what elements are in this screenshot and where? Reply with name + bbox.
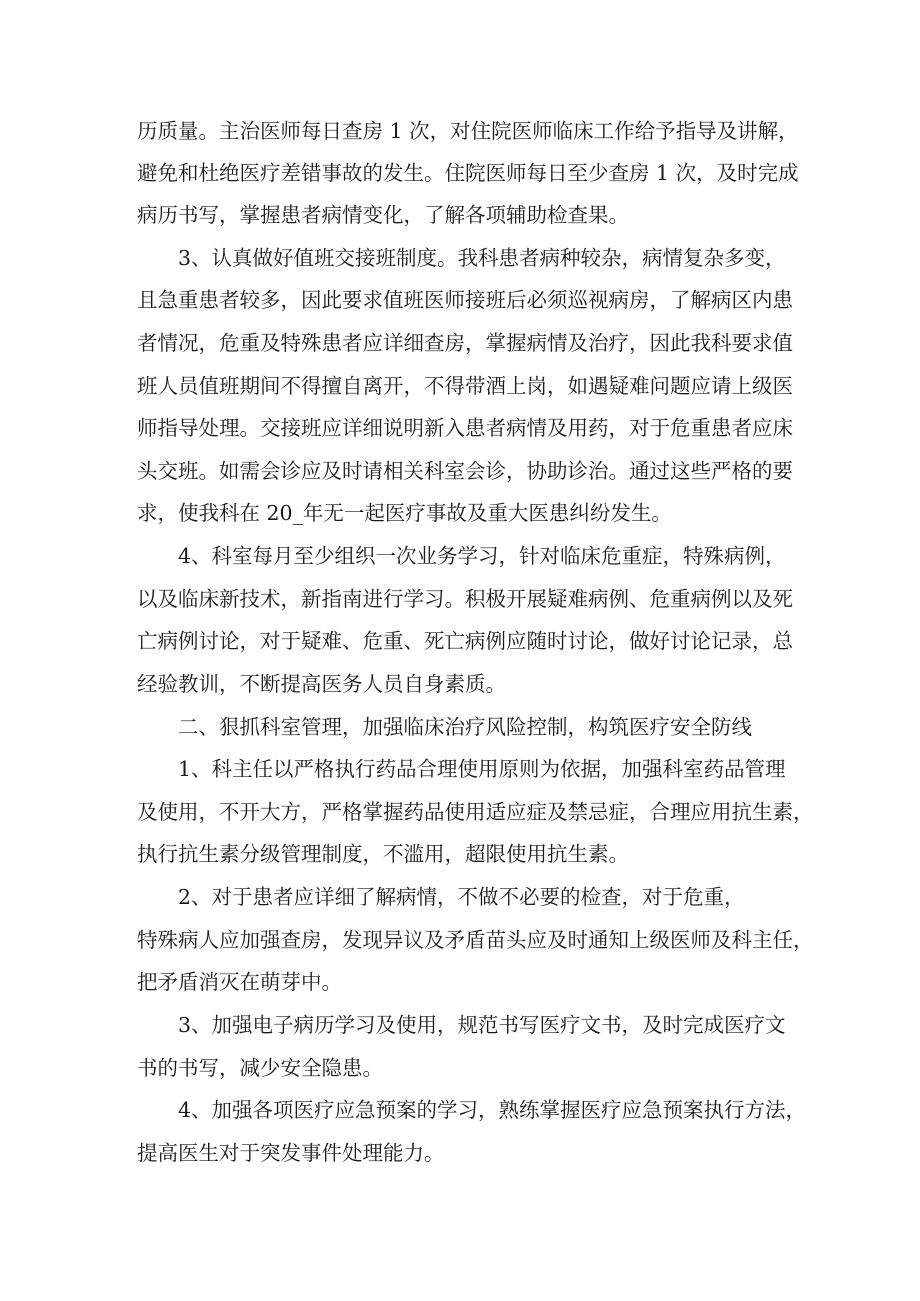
text-line: 经验教训，不断提高医务人员自身素质。 bbox=[137, 672, 506, 696]
text-line: 特殊病人应加强查房，发现异议及矛盾苗头应及时通知上级医师及科主任， bbox=[137, 928, 814, 952]
text-line: 班人员值班期间不得擅自离开，不得带酒上岗，如遇疑难问题应请上级医 bbox=[137, 374, 793, 398]
paragraph-start-line: 3、加强电子病历学习及使用，规范书写医疗文书，及时完成医疗文 bbox=[178, 1013, 786, 1037]
paragraph-start-line: 4、科室每月至少组织一次业务学习，针对临床危重症，特殊病例， bbox=[178, 544, 786, 568]
paragraph-start-line: 2、对于患者应详细了解病情，不做不必要的检查，对于危重， bbox=[178, 885, 745, 909]
text-line: 师指导处理。交接班应详细说明新入患者病情及用药，对于危重患者应床 bbox=[137, 416, 793, 440]
text-line: 书的书写，减少安全隐患。 bbox=[137, 1056, 383, 1080]
text-line: 历质量。主治医师每日查房 1 次，对住院医师临床工作给予指导及讲解， bbox=[137, 119, 799, 143]
text-line: 提高医生对于突发事件处理能力。 bbox=[137, 1141, 445, 1165]
text-line: 头交班。如需会诊应及时请相关科室会诊，协助诊治。通过这些严格的要 bbox=[137, 459, 793, 483]
text-line: 以及临床新技术，新指南进行学习。积极开展疑难病例、危重病例以及死 bbox=[137, 587, 793, 611]
paragraph-start-line: 4、加强各项医疗应急预案的学习，熟练掌握医疗应急预案执行方法， bbox=[178, 1098, 807, 1122]
text-line: 及使用，不开大方，严格掌握药品使用适应症及禁忌症，合理应用抗生素， bbox=[137, 800, 814, 824]
paragraph-start-line: 1、科主任以严格执行药品合理使用原则为依据，加强科室药品管理 bbox=[178, 757, 786, 781]
paragraph-start-line: 3、认真做好值班交接班制度。我科患者病种较杂，病情复杂多变， bbox=[178, 246, 786, 270]
text-line: 者情况，危重及特殊患者应详细查房，掌握病情及治疗，因此我科要求值 bbox=[137, 331, 793, 355]
section-heading: 二、狠抓科室管理，加强临床治疗风险控制，构筑医疗安全防线 bbox=[178, 715, 752, 739]
text-line: 病历书写，掌握患者病情变化，了解各项辅助检查果。 bbox=[137, 203, 629, 227]
text-line: 求，使我科在 20_年无一起医疗事故及重大医患纠纷发生。 bbox=[137, 501, 672, 525]
text-line: 亡病例讨论，对于疑难、危重、死亡病例应随时讨论，做好讨论记录，总 bbox=[137, 629, 793, 653]
text-line: 执行抗生素分级管理制度，不滥用，超限使用抗生素。 bbox=[137, 842, 629, 866]
text-line: 把矛盾消灭在萌芽中。 bbox=[137, 970, 342, 994]
text-line: 避免和杜绝医疗差错事故的发生。住院医师每日至少查房 1 次，及时完成 bbox=[137, 161, 799, 185]
text-line: 且急重患者较多，因此要求值班医师接班后必须巡视病房，了解病区内患 bbox=[137, 288, 793, 312]
